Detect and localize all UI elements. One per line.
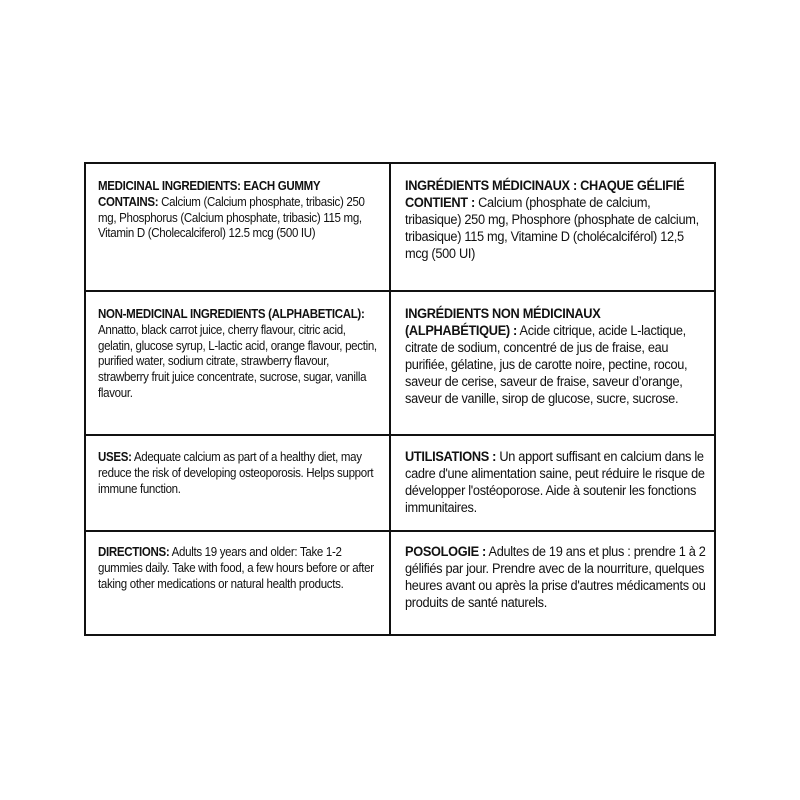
uses-fr-label: UTILISATIONS : <box>405 449 497 465</box>
non-medicinal-ingredients-en-cell <box>86 292 391 436</box>
uses-fr-cell <box>391 436 714 532</box>
non-medicinal-ingredients-en-label: NON-MEDICINAL INGREDIENTS (ALPHABETICAL): <box>98 306 365 321</box>
medicinal-ingredients-en <box>98 178 381 241</box>
non-medicinal-ingredients-fr-cell <box>391 292 714 436</box>
supplement-facts-table <box>84 162 716 636</box>
directions-en-label: DIRECTIONS: <box>98 544 170 559</box>
uses-en-cell <box>86 436 391 532</box>
directions-fr <box>405 544 706 612</box>
uses-en <box>98 449 381 496</box>
uses-en-label: USES: <box>98 449 132 464</box>
medicinal-ingredients-fr-cell <box>391 164 714 292</box>
non-medicinal-ingredients-fr <box>405 306 706 408</box>
non-medicinal-ingredients-fr-label: INGRÉDIENTS NON MÉDICINAUX (ALPHABÉTIQUE) : <box>405 306 601 339</box>
uses-en-text: Adequate calcium as part of a healthy diet, may reduce the risk of developing osteoporosis. Helps support immune function. <box>98 449 374 496</box>
medicinal-ingredients-en-text: Calcium (Calcium phosphate, tribasic) 250 mg, Phosphorus (Calcium phosphate, tribasic) 115 mg, Vitamin D (Cholecalciferol) 12.5 mcg (500 IU) <box>98 193 365 241</box>
directions-en-cell <box>86 532 391 634</box>
medicinal-ingredients-fr-text: Calcium (phosphate de calcium, tribasique) 250 mg, Phosphore (phosphate de calcium, tribasique) 115 mg, Vitamine D (cholécalciférol) 12,5 mcg (500 UI) <box>405 195 699 262</box>
uses-fr-text: Un apport suffisant en calcium dans le cadre d'une alimentation saine, peut réduire le risque de développer l'ostéoporose. Aide à soutenir les fonctions immunitaires. <box>405 449 705 516</box>
uses-fr <box>405 449 706 517</box>
non-medicinal-ingredients-en-text: Annatto, black carrot juice, cherry flavour, citric acid, gelatin, glucose syrup, L-lactic acid, orange flavour, pectin, purified water, sodium citrate, strawberry flavour, strawberry fruit juice concentrate, sucrose, sugar, vanilla flavour. <box>98 321 377 400</box>
medicinal-ingredients-fr-label: INGRÉDIENTS MÉDICINAUX : CHAQUE GÉLIFIÉ CONTIENT : <box>405 178 685 211</box>
directions-en <box>98 544 381 591</box>
non-medicinal-ingredients-fr-text: Acide citrique, acide L-lactique, citrate de sodium, concentré de jus de fraise, eau purifiée, gélatine, jus de carotte noire, pectine, rocou, saveur de cerise, saveur de fraise, saveur d’orange, saveur de vanille, sirop de glucose, sucre, sucrose. <box>405 323 688 407</box>
medicinal-ingredients-en-cell <box>86 164 391 292</box>
non-medicinal-ingredients-en <box>98 306 381 401</box>
directions-en-text: Adults 19 years and older: Take 1-2 gummies daily. Take with food, a few hours before or after taking other medications or natural health products. <box>98 544 374 591</box>
directions-fr-cell <box>391 532 714 634</box>
medicinal-ingredients-en-label: MEDICINAL INGREDIENTS: EACH GUMMY CONTAINS: <box>98 178 321 209</box>
directions-fr-text: Adultes de 19 ans et plus : prendre 1 à 2 gélifiés par jour. Prendre avec de la nourriture, quelques heures avant ou après la prise d'autres médicaments ou produits de santé naturels. <box>405 544 706 611</box>
medicinal-ingredients-fr <box>405 178 706 263</box>
directions-fr-label: POSOLOGIE : <box>405 544 486 560</box>
